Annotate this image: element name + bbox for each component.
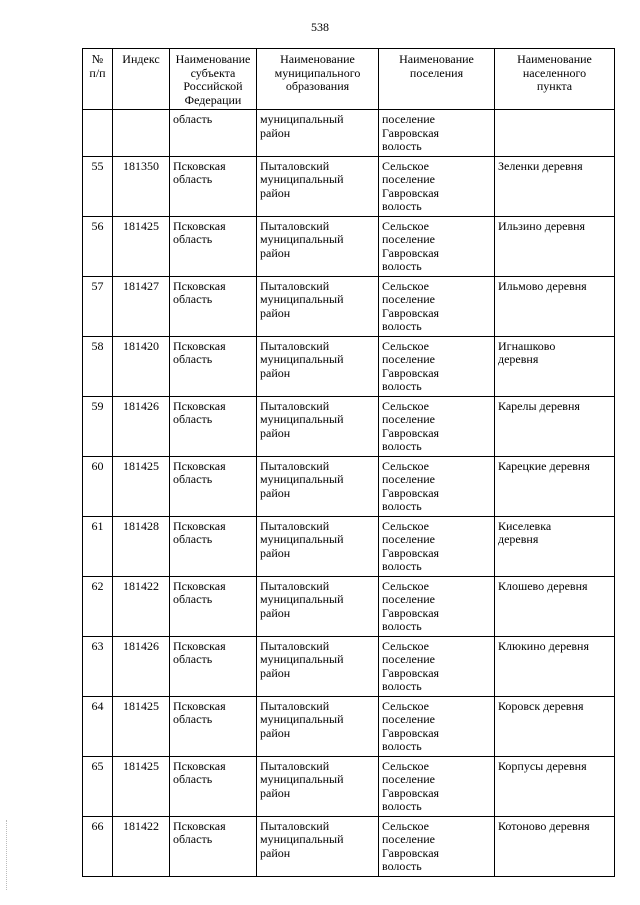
cell-index: 181427 — [113, 276, 170, 336]
cell-subject: Псковская область — [170, 696, 257, 756]
cell-locality: Коровск деревня — [495, 696, 615, 756]
cell-num: 60 — [83, 456, 113, 516]
cell-locality: Карецкие деревня — [495, 456, 615, 516]
cell-settlement: Сельское поселение Гавровская волость — [379, 456, 495, 516]
table-row — [83, 576, 615, 636]
cell-settlement: Сельское поселение Гавровская волость — [379, 696, 495, 756]
cell-municipality: Пыталовский муниципальный район — [257, 636, 379, 696]
header-index: Индекс — [113, 49, 170, 110]
cell-municipality: Пыталовский муниципальный район — [257, 816, 379, 876]
cell-index: 181425 — [113, 456, 170, 516]
cell-num: 58 — [83, 336, 113, 396]
header-municipality: Наименование муниципального образования — [257, 49, 379, 110]
cell-subject: область — [170, 110, 257, 157]
settlements-table — [82, 48, 615, 877]
cell-index: 181426 — [113, 636, 170, 696]
cell-locality: Корпусы деревня — [495, 756, 615, 816]
table-row — [83, 756, 615, 816]
cell-num: 61 — [83, 516, 113, 576]
cell-municipality: Пыталовский муниципальный район — [257, 396, 379, 456]
cell-subject: Псковская область — [170, 576, 257, 636]
cell-num — [83, 110, 113, 157]
cell-settlement: поселение Гавровская волость — [379, 110, 495, 157]
header-locality: Наименование населенного пункта — [495, 49, 615, 110]
cell-settlement: Сельское поселение Гавровская волость — [379, 396, 495, 456]
cell-settlement: Сельское поселение Гавровская волость — [379, 276, 495, 336]
cell-municipality: Пыталовский муниципальный район — [257, 276, 379, 336]
cell-settlement: Сельское поселение Гавровская волость — [379, 816, 495, 876]
cell-subject: Псковская область — [170, 636, 257, 696]
cell-subject: Псковская область — [170, 156, 257, 216]
cell-index: 181428 — [113, 516, 170, 576]
cell-municipality: Пыталовский муниципальный район — [257, 336, 379, 396]
cell-municipality: Пыталовский муниципальный район — [257, 216, 379, 276]
cell-subject: Псковская область — [170, 276, 257, 336]
header-settlement: Наименование поселения — [379, 49, 495, 110]
cell-locality: Киселевка деревня — [495, 516, 615, 576]
header-subject: Наименование субъекта Российской Федерации — [170, 49, 257, 110]
cell-num: 65 — [83, 756, 113, 816]
header-num: № п/п — [83, 49, 113, 110]
cell-locality: Клюкино деревня — [495, 636, 615, 696]
cell-locality: Ильзино деревня — [495, 216, 615, 276]
cell-settlement: Сельское поселение Гавровская волость — [379, 216, 495, 276]
cell-index: 181422 — [113, 816, 170, 876]
cell-num: 62 — [83, 576, 113, 636]
cell-settlement: Сельское поселение Гавровская волость — [379, 156, 495, 216]
table-row-continuation — [83, 110, 615, 157]
table-row — [83, 216, 615, 276]
cell-num: 63 — [83, 636, 113, 696]
cell-locality: Игнашково деревня — [495, 336, 615, 396]
table-row — [83, 816, 615, 876]
cell-locality: Ильмово деревня — [495, 276, 615, 336]
cell-settlement: Сельское поселение Гавровская волость — [379, 516, 495, 576]
cell-index: 181426 — [113, 396, 170, 456]
cell-index: 181425 — [113, 216, 170, 276]
cell-locality — [495, 110, 615, 157]
cell-num: 66 — [83, 816, 113, 876]
cell-subject: Псковская область — [170, 756, 257, 816]
table-body — [83, 110, 615, 877]
cell-index: 181425 — [113, 696, 170, 756]
table-row — [83, 516, 615, 576]
cell-settlement: Сельское поселение Гавровская волость — [379, 636, 495, 696]
cell-index: 181422 — [113, 576, 170, 636]
cell-municipality: Пыталовский муниципальный район — [257, 756, 379, 816]
cell-index: 181425 — [113, 756, 170, 816]
cell-locality: Клошево деревня — [495, 576, 615, 636]
cell-municipality: Пыталовский муниципальный район — [257, 456, 379, 516]
cell-subject: Псковская область — [170, 396, 257, 456]
cell-num: 57 — [83, 276, 113, 336]
cell-subject: Псковская область — [170, 216, 257, 276]
cell-locality: Котоново деревня — [495, 816, 615, 876]
cell-municipality: муниципальный район — [257, 110, 379, 157]
table-row — [83, 396, 615, 456]
table-row — [83, 156, 615, 216]
cell-municipality: Пыталовский муниципальный район — [257, 696, 379, 756]
cell-subject: Псковская область — [170, 456, 257, 516]
page-number: 538 — [311, 20, 329, 34]
table-row — [83, 456, 615, 516]
cell-index — [113, 110, 170, 157]
cell-index: 181420 — [113, 336, 170, 396]
table-row — [83, 636, 615, 696]
cell-locality: Карелы деревня — [495, 396, 615, 456]
table-row — [83, 336, 615, 396]
cell-subject: Псковская область — [170, 816, 257, 876]
cell-municipality: Пыталовский муниципальный район — [257, 516, 379, 576]
cell-municipality: Пыталовский муниципальный район — [257, 576, 379, 636]
cell-num: 55 — [83, 156, 113, 216]
cell-subject: Псковская область — [170, 516, 257, 576]
cell-locality: Зеленки деревня — [495, 156, 615, 216]
table-row — [83, 696, 615, 756]
cell-settlement: Сельское поселение Гавровская волость — [379, 576, 495, 636]
cell-num: 64 — [83, 696, 113, 756]
cell-municipality: Пыталовский муниципальный район — [257, 156, 379, 216]
scan-edge-mark — [6, 820, 13, 890]
cell-index: 181350 — [113, 156, 170, 216]
cell-num: 59 — [83, 396, 113, 456]
cell-settlement: Сельское поселение Гавровская волость — [379, 336, 495, 396]
cell-subject: Псковская область — [170, 336, 257, 396]
table-row — [83, 276, 615, 336]
table-header — [83, 49, 615, 110]
cell-settlement: Сельское поселение Гавровская волость — [379, 756, 495, 816]
cell-num: 56 — [83, 216, 113, 276]
